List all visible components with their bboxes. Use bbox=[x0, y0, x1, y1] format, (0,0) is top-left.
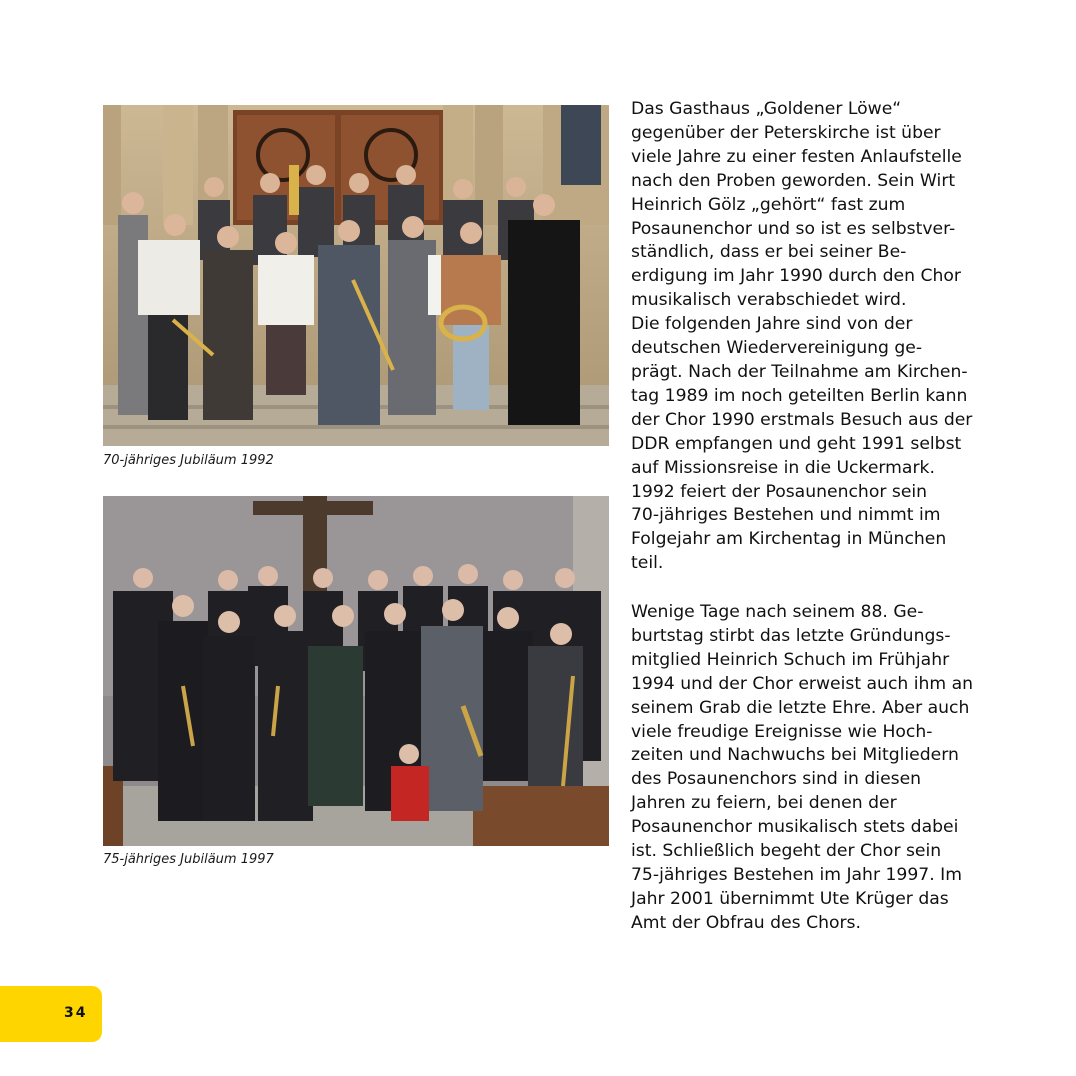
group-photo-1997-image bbox=[103, 496, 609, 846]
text-line: musikalisch verabschiedet wird. bbox=[631, 290, 907, 311]
text-line: Posaunenchor musikalisch stets dabei bbox=[631, 817, 959, 838]
text-line: prägt. Nach der Teilnahme am Kirchen- bbox=[631, 361, 968, 382]
text-line: ist. Schließlich begeht der Chor sein bbox=[631, 841, 942, 862]
text-line: auf Missionsreise in die Uckermark. bbox=[631, 457, 935, 478]
text-line: erdigung im Jahr 1990 durch den Chor bbox=[631, 266, 961, 287]
group-photo-1992-image bbox=[103, 105, 609, 446]
text-line: zeiten und Nachwuchs bei Mitgliedern bbox=[631, 745, 959, 766]
text-line: Folgejahr am Kirchentag in München bbox=[631, 529, 947, 550]
text-line: Das Gasthaus „Goldener Löwe“ bbox=[631, 99, 902, 119]
text-line: Posaunenchor und so ist es selbstver- bbox=[631, 218, 956, 239]
text-line: viele Jahre zu einer festen Anlaufstelle bbox=[631, 146, 962, 167]
text-line: 75-jähriges Bestehen im Jahr 1997. Im bbox=[631, 864, 962, 885]
text-line: des Posaunenchors sind in diesen bbox=[631, 769, 922, 790]
text-line: ständlich, dass er bei seiner Be- bbox=[631, 242, 907, 263]
text-line: Jahren zu feiern, bei denen der bbox=[631, 793, 897, 814]
text-line: Wenige Tage nach seinem 88. Ge- bbox=[631, 602, 924, 622]
text-line: burtstag stirbt das letzte Gründungs- bbox=[631, 625, 951, 646]
body-paragraph-1 bbox=[631, 98, 991, 576]
text-line: teil. bbox=[631, 553, 664, 574]
text-line: mitglied Heinrich Schuch im Frühjahr bbox=[631, 649, 950, 670]
text-line: der Chor 1990 erstmals Besuch aus der bbox=[631, 409, 973, 430]
text-line: Jahr 2001 übernimmt Ute Krüger das bbox=[631, 888, 949, 909]
text-line: 1994 und der Chor erweist auch ihm an bbox=[631, 673, 974, 694]
text-line: tag 1989 im noch geteilten Berlin kann bbox=[631, 385, 968, 406]
photo-caption-1997: 75-jähriges Jubiläum 1997 bbox=[103, 852, 274, 867]
text-line: Heinrich Gölz „gehört“ fast zum bbox=[631, 194, 906, 215]
text-line: Amt der Obfrau des Chors. bbox=[631, 912, 861, 933]
page-number: 34 bbox=[64, 1005, 88, 1021]
photo-jubilee-1997 bbox=[103, 496, 609, 846]
photo-jubilee-1992 bbox=[103, 105, 609, 446]
text-line: seinem Grab die letzte Ehre. Aber auch bbox=[631, 697, 970, 718]
text-line: DDR empfangen und geht 1991 selbst bbox=[631, 433, 962, 454]
text-line: Die folgenden Jahre sind von der bbox=[631, 314, 913, 335]
text-line: 70-jähriges Bestehen und nimmt im bbox=[631, 505, 941, 526]
text-line: gegenüber der Peterskirche ist über bbox=[631, 122, 941, 143]
text-line: 1992 feiert der Posaunenchor sein bbox=[631, 481, 928, 502]
body-paragraph-2 bbox=[631, 601, 991, 936]
photo-caption-1992: 70-jähriges Jubiläum 1992 bbox=[103, 453, 274, 468]
text-line: deutschen Wiedervereinigung ge- bbox=[631, 338, 923, 359]
text-line: viele freudige Ereignisse wie Hoch- bbox=[631, 721, 933, 742]
text-line: nach den Proben geworden. Sein Wirt bbox=[631, 170, 956, 191]
